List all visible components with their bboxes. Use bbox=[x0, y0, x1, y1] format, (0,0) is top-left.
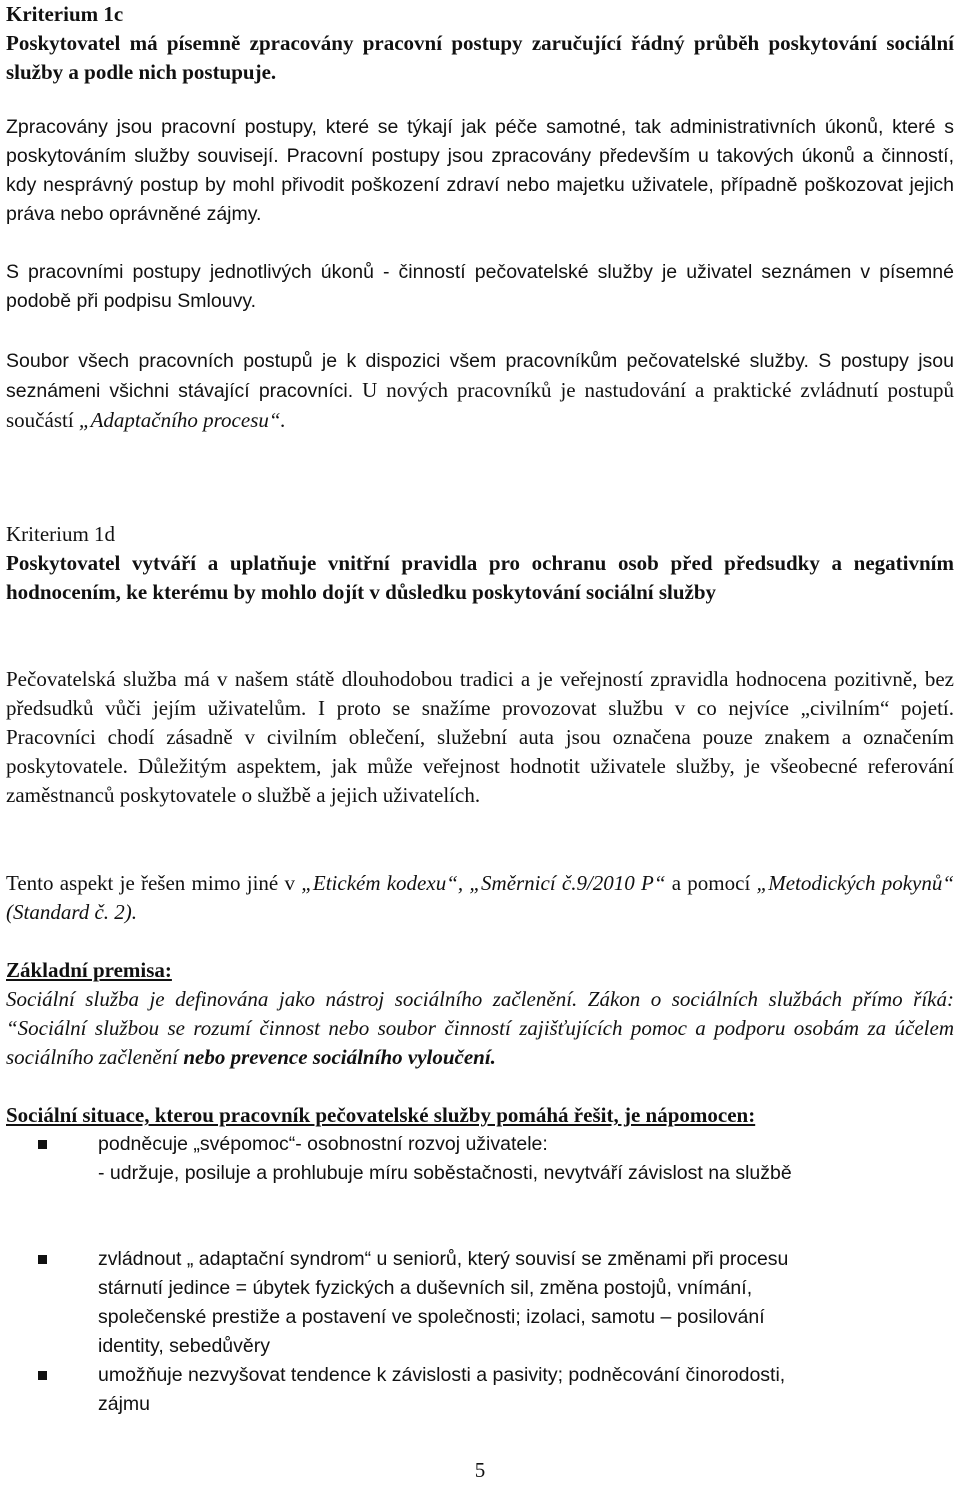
kriterium-1d-heading: Kriterium 1d bbox=[6, 522, 116, 546]
premisa-text-b: nebo prevence sociálního vyloučení. bbox=[183, 1045, 496, 1069]
zakladni-premisa-label: Základní premisa: bbox=[6, 958, 172, 982]
list-item-2-line-2: stárnutí jedince = úbytek fyzických a duševních sil, změna postojů, vnímání, bbox=[98, 1277, 753, 1299]
kriterium-1c-heading: Kriterium 1c bbox=[6, 2, 124, 26]
eticky-kodex-ref: „Etickém kodexu“, „Směrnicí č.9/2010 P“ bbox=[301, 871, 666, 895]
kriterium-1d-paragraph-2 bbox=[6, 869, 954, 927]
k1c-p1a: Zpracovány jsou pracovní postupy, které se týkají jak péče samotné, tak administrativních úkonů, které s poskytováním služby souvisejí. bbox=[6, 116, 954, 167]
socialni-situace-heading: Sociální situace, kterou pracovník pečovatelské služby pomáhá řešit, je nápomocen: bbox=[6, 1103, 756, 1127]
k1c-p3a: Soubor všech pracovních postupů je k dispozici všem pracovníkům pečovatelské služby. S postupy jsou seznámeni všichni stávající pracovníci. bbox=[6, 350, 954, 402]
kriterium-1c-paragraph-1 bbox=[6, 113, 954, 229]
list-item-1-line-2: - udržuje, posiluje a prohlubuje míru soběstačnosti, nevytváří závislost na službě bbox=[98, 1162, 792, 1184]
list-item-2-line-1: zvládnout „ adaptační syndrom“ u seniorů, který souvisí se změnami při procesu bbox=[98, 1248, 789, 1270]
page-number: 5 bbox=[474, 1458, 486, 1482]
bullet-square-icon bbox=[38, 1371, 47, 1380]
premisa-text-a: Sociální služba je definována jako nástroj sociálního začlenění. Zákon o sociálních službách přímo říká: “Sociální službou se rozumí činnost nebo soubor činností zajišťujících pomoc a podporu osobám za účelem sociálního začlenění bbox=[6, 987, 954, 1069]
list-item-2-line-4: identity, sebedůvěry bbox=[98, 1335, 270, 1357]
k1c-p3b: U nových pracovníků je nastudování a praktické zvládnutí postupů součástí bbox=[6, 378, 954, 432]
zakladni-premisa-text bbox=[6, 985, 954, 1072]
socialni-situace-list bbox=[6, 1130, 954, 1430]
k1c-p1b: Pracovní postupy jsou zpracovány především u takových úkonů a činností, kdy nesprávný postup by mohl přivodit poškození zdraví nebo majetku uživatele, případně poškozovat jejich práva nebo oprávněné zájmy. bbox=[6, 145, 954, 225]
kriterium-1c-title: Poskytovatel má písemně zpracovány pracovní postupy zaručující řádný průběh poskytování sociální služby a podle nich postupuje. bbox=[6, 31, 954, 84]
bullet-square-icon bbox=[38, 1255, 47, 1264]
list-item-1-line-1: podněcuje „svépomoc“- osobnostní rozvoj uživatele: bbox=[98, 1133, 548, 1155]
list-item-3-line-1: umožňuje nezvyšovat tendence k závislosti a pasivity; podněcování činorodosti, bbox=[98, 1364, 786, 1386]
bullet-square-icon bbox=[38, 1140, 47, 1149]
k1d-p2c: a pomocí bbox=[671, 871, 751, 895]
list-item-2-line-3: společenské prestiže a postavení ve společnosti; izolaci, samotu – posilování bbox=[98, 1306, 765, 1328]
kriterium-1c-paragraph-3 bbox=[6, 346, 954, 435]
list-item-3-line-2: zájmu bbox=[98, 1393, 151, 1415]
adaptacni-proces-ref: „Adaptačního procesu“. bbox=[78, 408, 286, 432]
metodicke-pokyny-ref: „Metodických pokynů“ (Standard č. 2). bbox=[6, 871, 955, 924]
kriterium-1c-paragraph-2: S pracovními postupy jednotlivých úkonů - činností pečovatelské služby je uživatel seznámen v písemné podobě při podpisu Smlouvy. bbox=[6, 261, 954, 312]
kriterium-1d-paragraph-1: Pečovatelská služba má v našem státě dlouhodobou tradici a je veřejností zpravidla hodnocena pozitivně, bez předsudků vůči jejím uživatelům. I proto se snažíme provozovat službu v co nejvíce „civilním“ pojetí. Pracovníci chodí zásadně v civilním oblečení, služební auta jsou označena pouze znakem a označením poskytovatele. Důležitým aspektem, jak může veřejnost hodnotit uživatele služby, je všeobecné referování zaměstnanců poskytovatele o službě a jejich uživatelích. bbox=[6, 667, 954, 807]
kriterium-1d-title: Poskytovatel vytváří a uplatňuje vnitřní pravidla pro ochranu osob před předsudky a negativním hodnocením, ke kterému by mohlo dojít v důsledku poskytování sociální služby bbox=[6, 551, 954, 604]
k1d-p2a: Tento aspekt je řešen mimo jiné v bbox=[6, 871, 295, 895]
